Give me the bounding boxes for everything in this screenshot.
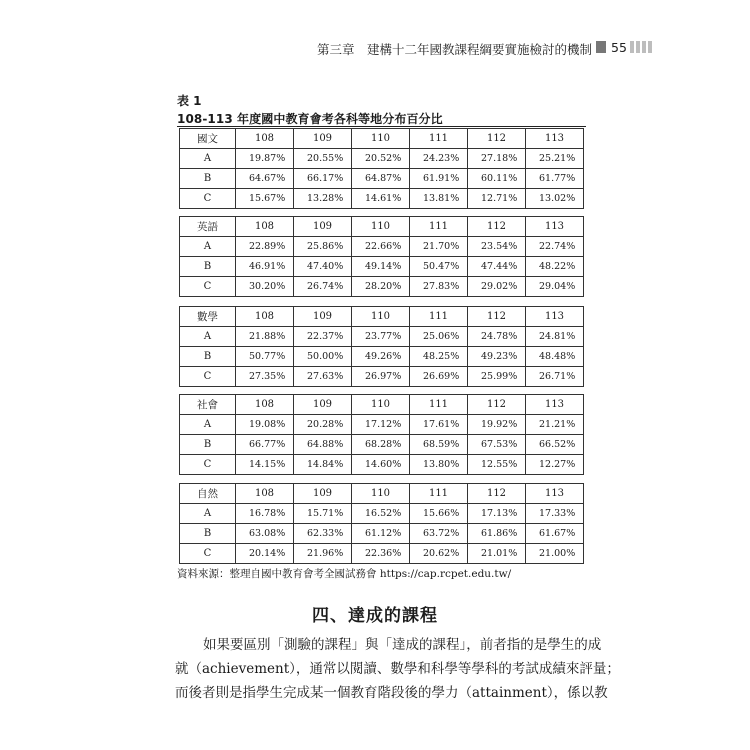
percentage-cell: 27.63% bbox=[294, 367, 352, 387]
percentage-cell: 68.28% bbox=[352, 435, 410, 455]
percentage-cell: 61.91% bbox=[410, 169, 468, 189]
percentage-cell: 50.00% bbox=[294, 347, 352, 367]
percentage-cell: 64.87% bbox=[352, 169, 410, 189]
level-label: A bbox=[180, 327, 236, 347]
section-heading: 四、達成的課程 bbox=[312, 606, 438, 626]
percentage-cell: 24.23% bbox=[410, 149, 468, 169]
year-header: 111 bbox=[410, 307, 468, 327]
table-row bbox=[180, 504, 584, 524]
table-header-row bbox=[180, 395, 584, 415]
percentage-cell: 17.61% bbox=[410, 415, 468, 435]
table-title: 108-113 年度國中教育會考各科等地分布百分比 bbox=[177, 112, 443, 126]
level-label: A bbox=[180, 149, 236, 169]
year-header: 112 bbox=[468, 129, 526, 149]
subject-name: 社會 bbox=[180, 395, 236, 415]
year-header: 108 bbox=[236, 307, 294, 327]
percentage-cell: 13.28% bbox=[294, 189, 352, 209]
percentage-cell: 22.36% bbox=[352, 544, 410, 564]
percentage-cell: 12.27% bbox=[526, 455, 584, 475]
year-header: 111 bbox=[410, 484, 468, 504]
percentage-cell: 63.72% bbox=[410, 524, 468, 544]
percentage-cell: 61.77% bbox=[526, 169, 584, 189]
percentage-cell: 25.21% bbox=[526, 149, 584, 169]
table-header-row bbox=[180, 307, 584, 327]
header-tick bbox=[642, 41, 646, 53]
table-row bbox=[180, 257, 584, 277]
header-marker-block bbox=[596, 41, 606, 53]
level-label: B bbox=[180, 435, 236, 455]
year-header: 109 bbox=[294, 129, 352, 149]
percentage-cell: 26.97% bbox=[352, 367, 410, 387]
year-header: 113 bbox=[526, 484, 584, 504]
percentage-cell: 21.01% bbox=[468, 544, 526, 564]
subject-table bbox=[179, 394, 584, 475]
table-row bbox=[180, 189, 584, 209]
subject-name: 國文 bbox=[180, 129, 236, 149]
percentage-cell: 15.67% bbox=[236, 189, 294, 209]
percentage-cell: 15.71% bbox=[294, 504, 352, 524]
table-row bbox=[180, 277, 584, 297]
running-header bbox=[0, 38, 750, 58]
table-row bbox=[180, 347, 584, 367]
year-header: 111 bbox=[410, 129, 468, 149]
percentage-cell: 13.81% bbox=[410, 189, 468, 209]
year-header: 110 bbox=[352, 217, 410, 237]
percentage-cell: 48.22% bbox=[526, 257, 584, 277]
level-label: B bbox=[180, 169, 236, 189]
percentage-cell: 60.11% bbox=[468, 169, 526, 189]
table-row bbox=[180, 327, 584, 347]
year-header: 112 bbox=[468, 307, 526, 327]
table-row bbox=[180, 367, 584, 387]
year-header: 110 bbox=[352, 484, 410, 504]
level-label: B bbox=[180, 524, 236, 544]
year-header: 111 bbox=[410, 395, 468, 415]
table-row bbox=[180, 415, 584, 435]
percentage-cell: 25.99% bbox=[468, 367, 526, 387]
percentage-cell: 21.00% bbox=[526, 544, 584, 564]
year-header: 109 bbox=[294, 395, 352, 415]
year-header: 112 bbox=[468, 395, 526, 415]
percentage-cell: 21.96% bbox=[294, 544, 352, 564]
percentage-cell: 12.55% bbox=[468, 455, 526, 475]
percentage-cell: 22.66% bbox=[352, 237, 410, 257]
table-row bbox=[180, 169, 584, 189]
percentage-cell: 21.88% bbox=[236, 327, 294, 347]
percentage-cell: 24.81% bbox=[526, 327, 584, 347]
percentage-cell: 49.26% bbox=[352, 347, 410, 367]
year-header: 110 bbox=[352, 395, 410, 415]
chapter-title: 第三章 建構十二年國教課程綱要實施檢討的機制 bbox=[316, 42, 592, 57]
subject-table bbox=[179, 483, 584, 564]
subject-name: 數學 bbox=[180, 307, 236, 327]
percentage-cell: 29.02% bbox=[468, 277, 526, 297]
percentage-cell: 64.67% bbox=[236, 169, 294, 189]
percentage-cell: 48.25% bbox=[410, 347, 468, 367]
percentage-cell: 29.04% bbox=[526, 277, 584, 297]
percentage-cell: 20.55% bbox=[294, 149, 352, 169]
percentage-cell: 66.77% bbox=[236, 435, 294, 455]
year-header: 112 bbox=[468, 484, 526, 504]
percentage-cell: 49.14% bbox=[352, 257, 410, 277]
percentage-cell: 50.77% bbox=[236, 347, 294, 367]
percentage-cell: 14.61% bbox=[352, 189, 410, 209]
level-label: C bbox=[180, 367, 236, 387]
percentage-cell: 14.15% bbox=[236, 455, 294, 475]
percentage-cell: 47.44% bbox=[468, 257, 526, 277]
percentage-cell: 49.23% bbox=[468, 347, 526, 367]
paragraph-line: 就（achievement），通常以閱讀、數學和科學等學科的考試成績來評量； bbox=[175, 661, 620, 677]
percentage-cell: 22.89% bbox=[236, 237, 294, 257]
year-header: 108 bbox=[236, 484, 294, 504]
level-label: C bbox=[180, 277, 236, 297]
header-tick bbox=[636, 41, 640, 53]
year-header: 113 bbox=[526, 217, 584, 237]
subject-table bbox=[179, 306, 584, 387]
percentage-cell: 25.86% bbox=[294, 237, 352, 257]
level-label: C bbox=[180, 189, 236, 209]
table-row bbox=[180, 524, 584, 544]
year-header: 108 bbox=[236, 129, 294, 149]
percentage-cell: 22.37% bbox=[294, 327, 352, 347]
percentage-cell: 46.91% bbox=[236, 257, 294, 277]
year-header: 111 bbox=[410, 217, 468, 237]
percentage-cell: 23.54% bbox=[468, 237, 526, 257]
percentage-cell: 47.40% bbox=[294, 257, 352, 277]
subject-name: 英語 bbox=[180, 217, 236, 237]
percentage-cell: 20.62% bbox=[410, 544, 468, 564]
percentage-cell: 24.78% bbox=[468, 327, 526, 347]
paragraph-line: 而後者則是指學生完成某一個教育階段後的學力（attainment），係以教 bbox=[175, 685, 608, 701]
table-source: 資料來源：整理自國中教育會考全國試務會 https://cap.rcpet.edu.tw/ bbox=[177, 568, 512, 580]
percentage-cell: 19.92% bbox=[468, 415, 526, 435]
percentage-cell: 48.48% bbox=[526, 347, 584, 367]
table-header-row bbox=[180, 484, 584, 504]
subject-name: 自然 bbox=[180, 484, 236, 504]
percentage-cell: 17.33% bbox=[526, 504, 584, 524]
percentage-cell: 26.69% bbox=[410, 367, 468, 387]
percentage-cell: 20.52% bbox=[352, 149, 410, 169]
percentage-cell: 27.35% bbox=[236, 367, 294, 387]
year-header: 110 bbox=[352, 307, 410, 327]
year-header: 109 bbox=[294, 484, 352, 504]
year-header: 113 bbox=[526, 395, 584, 415]
percentage-cell: 63.08% bbox=[236, 524, 294, 544]
percentage-cell: 66.17% bbox=[294, 169, 352, 189]
percentage-cell: 68.59% bbox=[410, 435, 468, 455]
body-paragraph bbox=[175, 633, 620, 705]
percentage-cell: 13.02% bbox=[526, 189, 584, 209]
percentage-cell: 30.20% bbox=[236, 277, 294, 297]
table-row bbox=[180, 149, 584, 169]
year-header: 108 bbox=[236, 395, 294, 415]
percentage-cell: 21.21% bbox=[526, 415, 584, 435]
level-label: A bbox=[180, 237, 236, 257]
percentage-cell: 17.13% bbox=[468, 504, 526, 524]
percentage-cell: 50.47% bbox=[410, 257, 468, 277]
percentage-cell: 27.83% bbox=[410, 277, 468, 297]
percentage-cell: 15.66% bbox=[410, 504, 468, 524]
level-label: A bbox=[180, 415, 236, 435]
table-row bbox=[180, 455, 584, 475]
percentage-cell: 13.80% bbox=[410, 455, 468, 475]
percentage-cell: 23.77% bbox=[352, 327, 410, 347]
year-header: 112 bbox=[468, 217, 526, 237]
table-label: 表 1 bbox=[177, 94, 202, 108]
percentage-cell: 61.12% bbox=[352, 524, 410, 544]
year-header: 109 bbox=[294, 307, 352, 327]
percentage-cell: 14.60% bbox=[352, 455, 410, 475]
level-label: B bbox=[180, 257, 236, 277]
page-number: 55 bbox=[611, 40, 627, 55]
paragraph-line: 如果要區別「測驗的課程」與「達成的課程」，前者指的是學生的成 bbox=[203, 637, 602, 653]
table-row bbox=[180, 435, 584, 455]
percentage-cell: 12.71% bbox=[468, 189, 526, 209]
subject-table bbox=[179, 216, 584, 297]
percentage-cell: 28.20% bbox=[352, 277, 410, 297]
year-header: 109 bbox=[294, 217, 352, 237]
percentage-cell: 20.28% bbox=[294, 415, 352, 435]
percentage-cell: 61.67% bbox=[526, 524, 584, 544]
percentage-cell: 16.52% bbox=[352, 504, 410, 524]
percentage-cell: 26.74% bbox=[294, 277, 352, 297]
level-label: A bbox=[180, 504, 236, 524]
percentage-cell: 25.06% bbox=[410, 327, 468, 347]
percentage-cell: 66.52% bbox=[526, 435, 584, 455]
percentage-cell: 27.18% bbox=[468, 149, 526, 169]
percentage-cell: 64.88% bbox=[294, 435, 352, 455]
table-header-row bbox=[180, 217, 584, 237]
percentage-cell: 21.70% bbox=[410, 237, 468, 257]
level-label: B bbox=[180, 347, 236, 367]
table-row bbox=[180, 544, 584, 564]
table-header-row bbox=[180, 129, 584, 149]
percentage-cell: 17.12% bbox=[352, 415, 410, 435]
subject-table bbox=[179, 128, 584, 209]
percentage-cell: 16.78% bbox=[236, 504, 294, 524]
level-label: C bbox=[180, 455, 236, 475]
percentage-cell: 26.71% bbox=[526, 367, 584, 387]
year-header: 113 bbox=[526, 129, 584, 149]
percentage-cell: 61.86% bbox=[468, 524, 526, 544]
title-rule bbox=[177, 126, 586, 127]
level-label: C bbox=[180, 544, 236, 564]
year-header: 108 bbox=[236, 217, 294, 237]
year-header: 110 bbox=[352, 129, 410, 149]
percentage-cell: 19.08% bbox=[236, 415, 294, 435]
percentage-cell: 67.53% bbox=[468, 435, 526, 455]
percentage-cell: 22.74% bbox=[526, 237, 584, 257]
percentage-cell: 20.14% bbox=[236, 544, 294, 564]
percentage-cell: 62.33% bbox=[294, 524, 352, 544]
header-tick bbox=[630, 41, 634, 53]
header-tick bbox=[648, 41, 652, 53]
table-row bbox=[180, 237, 584, 257]
year-header: 113 bbox=[526, 307, 584, 327]
percentage-cell: 14.84% bbox=[294, 455, 352, 475]
percentage-cell: 19.87% bbox=[236, 149, 294, 169]
